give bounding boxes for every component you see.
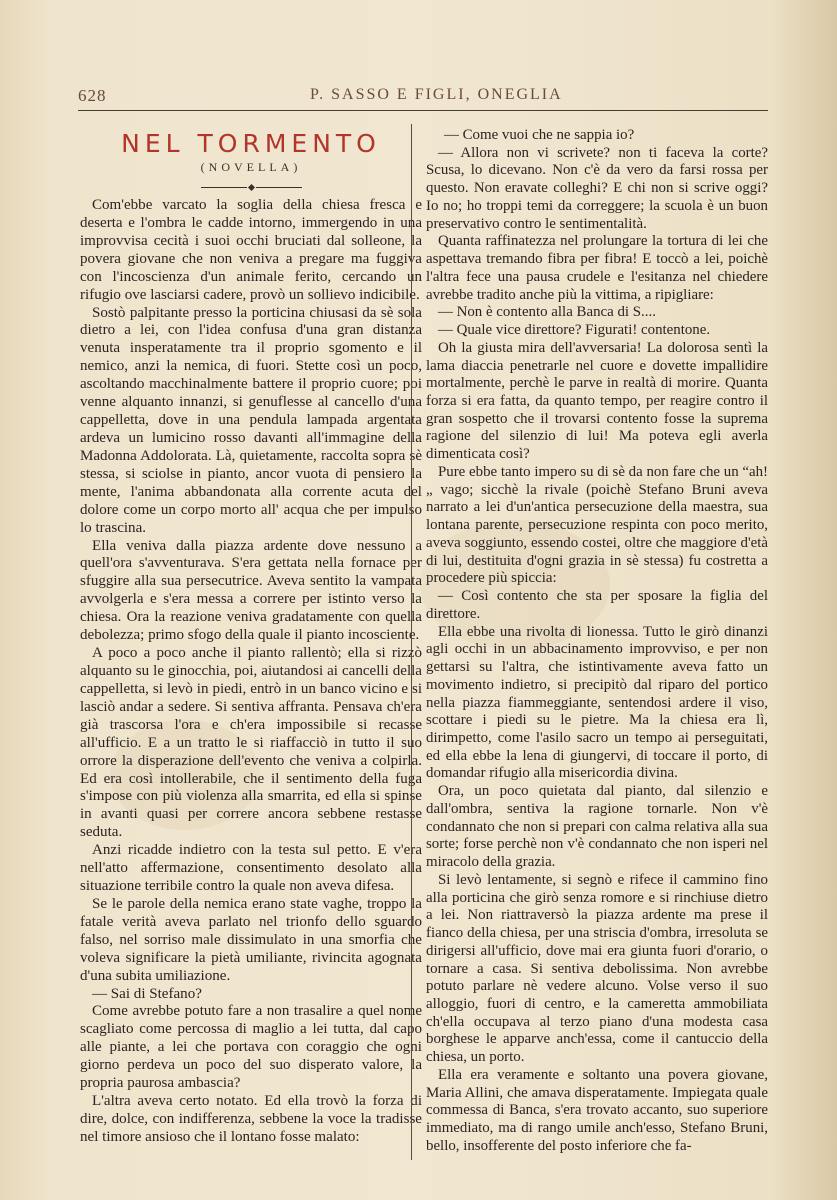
column-divider	[411, 124, 412, 1160]
paragraph: — Allora non vi scrivete? non ti faceva la corte? Scusa, lo dicevano. Non c'è da vero da farsi rossa per questo. Non eravate colleghi? E chi non si scrive oggi? Io no; ho troppi temi da correggere; la scuola è un buon preservativo contro le sentimentalità.	[426, 144, 768, 232]
paragraph: Oh la giusta mira dell'avversaria! La dolorosa sentì la lama diaccia penetrarle nel cuore e dovette impallidire mortalmente, perchè le parve in realtà di morire. Quanta forza si era fatta, da quanto tempo, per reagire contro il gran sospetto che il trovarsi contento fosse la suprema ragione del silenzio di lui! Ma poteva egli averla dimenticata così?	[426, 339, 768, 463]
left-column-body	[80, 197, 422, 1147]
paragraph: L'altra aveva certo notato. Ed ella trovò la forza di dire, dolce, con indifferenza, sebbene la voce la tradisse nel timore ansioso che il lontano fosse malato:	[80, 1093, 422, 1145]
paragraph: — Come vuoi che ne sappia io?	[444, 127, 635, 143]
paragraph: Se le parole della nemica erano state vaghe, troppo la fatale verità aveva parlato nel trionfo dello sguardo falso, nel sorriso male dissimulato in una smorfia che voleva significare la pietà umiliante, rivincita agognata d'una subita umiliazione.	[80, 895, 422, 984]
page-number: 628	[78, 86, 107, 105]
paragraph: Anzi ricadde indietro con la testa sul petto. E v'era nell'atto affermazione, consentimento desolato alla situazione terribile contro la quale non aveva difesa.	[80, 842, 422, 895]
paragraph: — Così contento che sta per sposare la figlia del direttore.	[426, 588, 768, 622]
header-rule	[78, 110, 768, 111]
running-head: P. SASSO E FIGLI, ONEGLIA	[310, 86, 563, 103]
paragraph: Ella veniva dalla piazza ardente dove nessuno a quell'ora s'avventurava. S'era gettata nella fornace per sfuggire alla sua persecutrice. Aveva sentito la vampata avvolgerla e s'era messa a correre per istinto verso la chiesa. Ora la reazione veniva gradatamente con quella debolezza; primo sfogo della quale il pianto incosciente.	[80, 537, 422, 644]
page-header	[78, 86, 768, 110]
paragraph: Ella era veramente e soltanto una povera giovane, Maria Allini, che amava disperatamente. Impiegata quale commessa di Banca, s'era trovato accanto, suo superiore immediato, ma di rango umile anch'esso, Stefano Bruni, bello, insofferente del posto inferiore che fa-	[426, 1066, 768, 1154]
paragraph: — Quale vice direttore? Figurati! contentone.	[438, 322, 711, 339]
article-subtitle: (NOVELLA)	[200, 160, 302, 174]
paragraph: Si levò lentamente, si segnò e rifece il cammino fino alla porticina che girò senza romore e si rinchiuse dietro a lei. Non riattraversò la piazza ardente ma prese il fianco della chiesa, per una striscia d'ombra, irresoluta se dirigersi all'ufficio, dove mai era giunta fuori d'orario, o tornare a casa. Si sentiva debolissima. Non avrebbe potuto parlare nè vedere alcuno. Volse verso il suo alloggio, fuori di centro, e la cameretta ammobiliata ch'ella occupava al terzo piano d'una modesta casa borghese le apparve anch'essa, come il cantuccio della chiesa, un porto.	[426, 871, 768, 1066]
paragraph: Come avrebbe potuto fare a non trasalire a quel nome scagliato come percossa di maglio a lei tutta, dal capo alle piante, a lei che portava con coraggio che ogni giorno perdeva un poco del suo disperato valore, la propria paurosa ambascia?	[80, 1003, 422, 1092]
paragraph: A poco a poco anche il pianto rallentò; ella si rizzò alquanto su le ginocchia, poi, aiutandosi ai cancelli della cappelletta, si levò in piedi, entrò in un banco vicino e si lasciò andar a sedere. Si sentiva affranta. Pensava ch'era già trascorsa l'ora e ch'era impossibile si recasse all'ufficio. E a un tratto le si riaffacciò in tutto il suo orrore la disperazione dell'evento che veniva a colpirla. Ed era così intollerabile, che il sentimento della fuga s'impose con più violenza alla smarrita, ed ella si spinse in avanti quasi per correre ancora sebbene restasse seduta.	[80, 645, 422, 841]
paragraph: Ella ebbe una rivolta di lionessa. Tutto le girò dinanzi agli occhi in un abbacinamento improvviso, e per non gettarsi su l'altra, che istintivamente aveva fatto un movimento indietro, si precipitò dal riparo del portico nella piazza fiammeggiante, sentendosi ardere il viso, scottare i piedi su le pietre. Ma la chiesa era lì, dirimpetto, come l'asilo sacro un tempo ai perseguitati, ed ella ebbe la lena di giungervi, di toccare il porto, di domandar rifugio alla misericordia divina.	[426, 623, 768, 782]
paragraph: Pure ebbe tanto impero su di sè da non fare che un “ah!„ vago; sicchè la rivale (poichè Stefano Bruni aveva narrato a lei d'un'antica persecuzione della maestra, sua lontana parente, persecuzione respinta con poco merito, aveva soggiunto, essendo costei, oltre che maggiore d'età di lui, destituita d'ogni grazia in sè stessa) fu costretta a procedere più spiccia:	[426, 463, 768, 587]
paragraph: Ora, un poco quietata dal pianto, dal silenzio e dall'ombra, sentiva la ragione tornarle. Non v'è condannato che non si prepari con calma relativa alla sua sorte; forse perchè non v'è condannato che non isperi nel miracolo della grazia.	[426, 783, 768, 871]
paragraph: — Non è contento alla Banca di S....	[438, 304, 656, 321]
right-column	[426, 127, 768, 1156]
paragraph: Sostò palpitante presso la porticina chiusasi da sè sola dietro a lei, con l'idea confusa d'una gran distanza venuta insperatamente tra il proprio sgomento e il nemico, anzi la nemica, di fuori. Stette così un poco, ascoltando macchinalmente battere il proprio cuore; poi venne alquanto innanzi, si genuflesse al cancello d'una cappelletta, dove in una pendula lampada argentata ardeva un lumicino rosso davanti all'immagine della Madonna Addolorata. Là, quietamente, raccolta sopra sè stessa, si sciolse in pianto, ancor vuota di pensiero la mente, l'anima abbandonata alla corrente acuta del dolore come un corpo morto all' acqua che per impulso lo trascina.	[80, 304, 422, 536]
paragraph: — Sai di Stefano?	[92, 985, 202, 1002]
paragraph: Quanta raffinatezza nel prolungare la tortura di lei che aspettava tremando fibra per fibra! E toccò a lei, poichè l'altra fece una pausa crudele e l'esitanza nel chiedere avrebbe tradito anche più la vittima, a ripigliare:	[426, 233, 768, 303]
title-ornament	[80, 179, 422, 189]
paragraph: Com'ebbe varcato la soglia della chiesa fresca e deserta e l'ombra le cadde intorno, immergendo in una improvvisa cecità i suoi occhi bruciati dal solleone, la povera giovane che non veniva a pregare ma fuggiva con l'incoscienza d'un animale ferito, cercando un rifugio ove lasciarsi cadere, provò un sollievo indicibile.	[80, 197, 422, 303]
article-title: NEL TORMENTO	[121, 129, 381, 158]
left-column	[80, 127, 422, 1147]
